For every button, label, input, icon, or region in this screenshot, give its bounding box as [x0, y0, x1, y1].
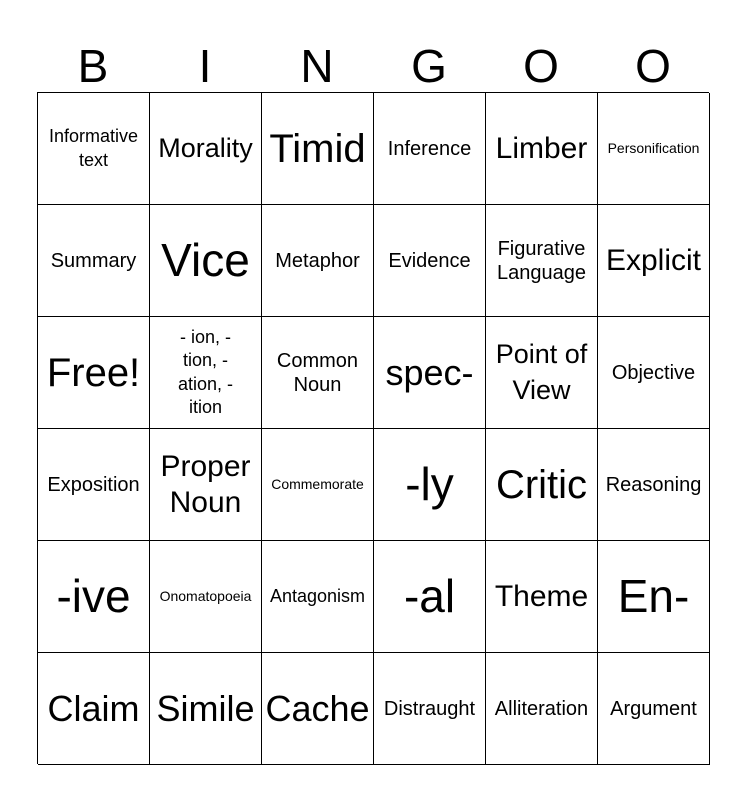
cell-label: - ion, -tion, -ation, -ition — [177, 326, 234, 417]
cell-label: Objective — [611, 361, 696, 384]
bingo-cell[interactable] — [486, 317, 598, 429]
bingo-header — [37, 40, 709, 92]
bingo-cell[interactable] — [486, 429, 598, 541]
bingo-cell[interactable] — [262, 653, 374, 765]
cell-label: -ive — [56, 570, 131, 623]
bingo-cell[interactable] — [598, 317, 710, 429]
cell-label: Limber — [495, 131, 588, 165]
bingo-cell[interactable] — [150, 317, 262, 429]
cell-label: spec- — [385, 351, 474, 393]
bingo-board — [37, 92, 709, 764]
cell-label: Theme — [494, 579, 589, 613]
cell-label: Metaphor — [275, 249, 360, 272]
bingo-cell[interactable] — [374, 541, 486, 653]
bingo-cell[interactable] — [486, 653, 598, 765]
bingo-cell[interactable] — [150, 205, 262, 317]
cell-label: Inference — [387, 137, 472, 160]
cell-label: Onomatopoeia — [159, 588, 252, 605]
cell-label: Summary — [50, 249, 137, 272]
bingo-cell[interactable] — [150, 429, 262, 541]
cell-label: -ly — [405, 458, 454, 511]
bingo-cell[interactable] — [38, 317, 150, 429]
bingo-cell[interactable] — [262, 429, 374, 541]
bingo-cell[interactable] — [598, 653, 710, 765]
bingo-cell[interactable] — [598, 541, 710, 653]
cell-label: Exposition — [47, 473, 140, 496]
bingo-cell[interactable] — [598, 93, 710, 205]
cell-label: Evidence — [388, 249, 471, 272]
cell-label: Timid — [269, 126, 366, 171]
bingo-cell[interactable] — [486, 205, 598, 317]
bingo-cell[interactable] — [374, 317, 486, 429]
cell-label: Critic — [495, 462, 588, 507]
header-letter: O — [523, 40, 559, 92]
bingo-cell[interactable] — [598, 205, 710, 317]
cell-label: Proper Noun — [160, 449, 251, 519]
bingo-cell[interactable] — [486, 93, 598, 205]
cell-label: Simile — [156, 687, 255, 729]
cell-label: Argument — [610, 697, 697, 720]
bingo-cell[interactable] — [150, 653, 262, 765]
bingo-cell[interactable] — [374, 93, 486, 205]
header-letter: B — [77, 40, 109, 92]
cell-label: Alliteration — [494, 697, 589, 720]
bingo-cell[interactable] — [150, 93, 262, 205]
cell-label: Cache — [265, 687, 370, 729]
header-letter: O — [635, 40, 671, 92]
cell-label: Antagonism — [269, 585, 366, 606]
cell-label: Commemorate — [271, 476, 364, 493]
bingo-cell[interactable] — [262, 93, 374, 205]
bingo-cell[interactable] — [38, 541, 150, 653]
bingo-cell[interactable] — [374, 429, 486, 541]
bingo-cell[interactable] — [38, 429, 150, 541]
cell-label: Informative text — [48, 126, 139, 170]
bingo-cell[interactable] — [374, 653, 486, 765]
cell-label: Distraught — [383, 697, 476, 720]
bingo-cell[interactable] — [486, 541, 598, 653]
bingo-cell[interactable] — [262, 541, 374, 653]
bingo-cell[interactable] — [374, 205, 486, 317]
bingo-cell[interactable] — [598, 429, 710, 541]
header-letter: G — [411, 40, 447, 92]
cell-label: Vice — [161, 234, 250, 287]
bingo-cell[interactable] — [262, 205, 374, 317]
cell-label: Common Noun — [276, 349, 359, 396]
cell-label: Personification — [607, 140, 700, 157]
bingo-cell[interactable] — [262, 317, 374, 429]
header-letter: I — [198, 40, 212, 92]
bingo-cell[interactable] — [38, 93, 150, 205]
cell-label: Figurative Language — [497, 237, 586, 284]
cell-label: Claim — [47, 687, 140, 729]
cell-label: Explicit — [605, 243, 702, 277]
bingo-cell[interactable] — [38, 205, 150, 317]
bingo-cell[interactable] — [150, 541, 262, 653]
cell-label: -al — [403, 570, 456, 623]
cell-label: Point of View — [495, 339, 588, 405]
bingo-cell[interactable] — [38, 653, 150, 765]
cell-label: Morality — [158, 132, 253, 163]
cell-label: Reasoning — [605, 473, 702, 496]
header-letter: N — [300, 40, 334, 92]
cell-label: Free! — [46, 350, 141, 395]
cell-label: En- — [617, 570, 690, 623]
